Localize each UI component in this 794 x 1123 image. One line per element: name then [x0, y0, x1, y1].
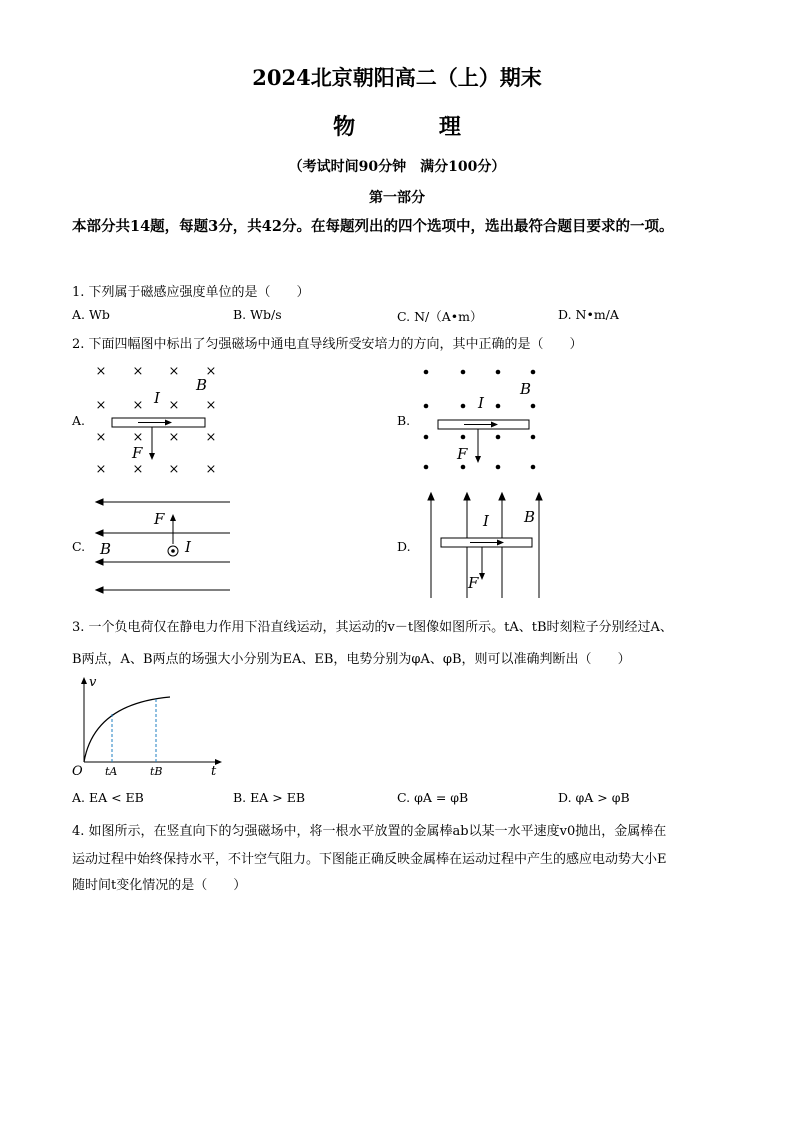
cross-mark: × — [132, 462, 144, 477]
question-3-stem-line1: 3. 一个负电荷仅在静电力作用下沿直线运动，其运动的v－t图像如图所示。tA、tB时刻粒子分别经过A、 — [72, 620, 673, 635]
t-axis-label: t — [211, 764, 217, 779]
q1-option-c: C. N/（A•m） — [397, 309, 483, 324]
label-f: F — [132, 444, 143, 462]
cross-mark: × — [95, 364, 107, 379]
current-arrow-head — [165, 420, 172, 426]
field-arrow-head — [536, 493, 542, 500]
q3-option-b: B. EA > EB — [233, 790, 306, 805]
label-f: F — [154, 510, 165, 528]
q1-option-b: B. Wb/s — [233, 307, 282, 322]
cross-mark: × — [132, 364, 144, 379]
cross-mark: × — [205, 462, 217, 477]
force-arrow-head — [149, 453, 155, 460]
label-i: I — [185, 538, 191, 556]
field-arrow-head — [96, 530, 103, 536]
dot-mark — [496, 370, 501, 375]
exam-note: （考试时间90分钟 满分100分） — [288, 159, 506, 175]
dot-mark — [531, 435, 536, 440]
dot-mark — [461, 435, 466, 440]
question-4-line1: 4. 如图所示，在竖直向下的匀强磁场中，将一根水平放置的金属棒ab以某一水平速度v0抛出，金属棒在 — [72, 824, 667, 839]
force-arrow-head — [479, 573, 485, 580]
part-heading: 第一部分 — [369, 190, 425, 206]
page-title: 2024北京朝阳高二（上）期末 — [252, 65, 542, 90]
field-arrow-head — [428, 493, 434, 500]
cross-mark: × — [205, 398, 217, 413]
field-arrow-head — [96, 587, 103, 593]
label-f: F — [457, 445, 468, 463]
label-b: B — [100, 540, 112, 558]
cross-mark: × — [132, 430, 144, 445]
q3-option-a: A. EA < EB — [72, 790, 144, 805]
dot-mark — [531, 404, 536, 409]
label-b: B — [196, 376, 208, 394]
dot-mark — [496, 465, 501, 470]
question-3-stem-line2: B两点，A、B两点的场强大小分别为EA、EB，电势分别为φA、φB，则可以准确判断出（ ） — [72, 652, 631, 667]
cross-mark: × — [95, 398, 107, 413]
q2-label-d: D. — [397, 539, 411, 554]
field-arrow-head — [499, 493, 505, 500]
cross-mark: × — [132, 398, 144, 413]
label-i: I — [478, 394, 484, 412]
tb-label: tB — [150, 765, 163, 778]
field-arrow-head — [464, 493, 470, 500]
q3-option-d: D. φA > φB — [558, 790, 630, 805]
dot-mark — [461, 465, 466, 470]
dot-mark — [531, 370, 536, 375]
dot-mark — [461, 404, 466, 409]
vt-curve — [84, 697, 170, 762]
q2-label-c: C. — [72, 539, 86, 554]
cross-mark: × — [168, 364, 180, 379]
cross-mark: × — [205, 430, 217, 445]
q2-figure-b — [416, 362, 546, 477]
current-dot — [171, 549, 175, 553]
label-f: F — [468, 574, 479, 592]
v-axis-arrow — [81, 677, 87, 684]
cross-mark: × — [168, 430, 180, 445]
q1-option-a: A. Wb — [72, 307, 110, 322]
instructions: 本部分共14题，每题3分，共42分。在每题列出的四个选项中，选出最符合题目要求的一项。 — [72, 218, 674, 235]
label-b: B — [520, 380, 532, 398]
field-arrow-head — [96, 499, 103, 505]
q2-label-b: B. — [397, 413, 411, 428]
field-arrow-head — [96, 559, 103, 565]
label-i: I — [154, 389, 160, 407]
dot-mark — [424, 435, 429, 440]
dot-mark — [424, 465, 429, 470]
q1-option-d: D. N•m/A — [558, 307, 619, 322]
q2-label-a: A. — [72, 413, 86, 428]
cross-mark: × — [95, 462, 107, 477]
origin-label: O — [72, 764, 83, 779]
cross-mark: × — [168, 462, 180, 477]
force-arrow-head — [475, 456, 481, 463]
q2-figure-a — [88, 360, 228, 480]
dot-mark — [496, 435, 501, 440]
force-arrow-head — [170, 514, 176, 521]
cross-mark: × — [205, 364, 217, 379]
subject-title: 物 理 — [333, 114, 499, 140]
question-4-line3: 随时间t变化情况的是（ ） — [72, 878, 247, 893]
dot-mark — [531, 465, 536, 470]
dot-mark — [461, 370, 466, 375]
q3-vt-graph — [70, 672, 230, 782]
cross-mark: × — [168, 398, 180, 413]
ta-label: tA — [105, 765, 118, 778]
question-2-stem: 2. 下面四幅图中标出了匀强磁场中通电直导线所受安培力的方向，其中正确的是（ ） — [72, 337, 583, 352]
q2-figure-c — [92, 492, 237, 598]
dot-mark — [424, 370, 429, 375]
v-axis-label: v — [89, 675, 97, 690]
dot-mark — [424, 404, 429, 409]
question-1-stem: 1. 下列属于磁感应强度单位的是（ ） — [72, 285, 310, 300]
q2-figure-d — [422, 490, 552, 600]
label-i: I — [483, 512, 489, 530]
q3-option-c: C. φA = φB — [397, 790, 469, 805]
cross-mark: × — [95, 430, 107, 445]
current-arrow-head — [491, 422, 498, 428]
label-b: B — [524, 508, 536, 526]
dot-mark — [496, 404, 501, 409]
question-4-line2: 运动过程中始终保持水平，不计空气阻力。下图能正确反映金属棒在运动过程中产生的感应电动势大小E — [72, 852, 667, 867]
